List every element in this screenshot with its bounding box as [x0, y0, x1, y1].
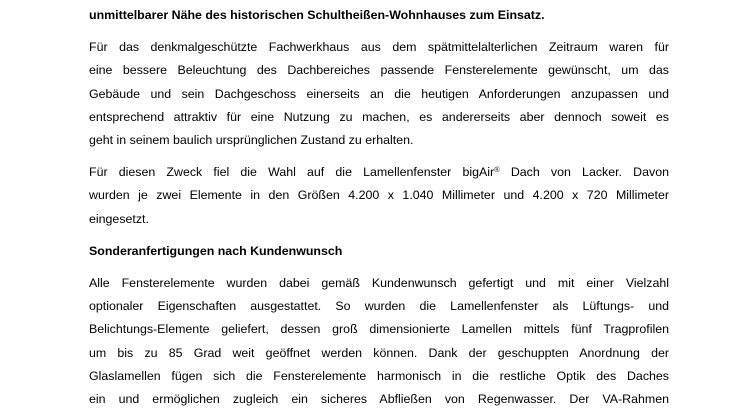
body-paragraph-custom: [89, 272, 669, 411]
text-line: eingesetzt.: [89, 211, 149, 226]
text-line: Für das denkmalgeschützte Fachwerkhaus aus dem spätmittelalterlichen Zeitraum waren für: [89, 40, 669, 55]
text-segment: Dach von Lacker. Davon: [499, 165, 669, 180]
body-paragraph-monument: [89, 36, 669, 152]
document-page: [89, 4, 669, 411]
text-line: um bis zu 85 Grad weit geöffnet werden können. Dank der geschuppten Anordnung der: [89, 345, 669, 360]
text-line: eine bessere Beleuchtung des Dachbereiches passende Fensterelemente gewünscht, um das: [89, 63, 669, 78]
text-line: optionaler Eigenschaften ausgestattet. So wurden die Lamellenfenster als Lüftungs- und: [89, 299, 669, 314]
text-line: Alle Fensterelemente wurden dabei gemäß Kundenwunsch gefertigt und mit einer Vielzahl: [89, 276, 669, 291]
lead-paragraph: unmittelbarer Nähe des historischen Schultheißen-Wohnhauses zum Einsatz.: [89, 8, 545, 22]
text-line: geht in seinem baulich ursprünglichen Zustand zu erhalten.: [89, 133, 414, 148]
section-heading: Sonderanfertigungen nach Kundenwunsch: [89, 243, 343, 258]
registered-mark: ®: [494, 165, 500, 175]
body-paragraph-choice: [89, 161, 669, 231]
text-line: Belichtungs-Elemente geliefert, dessen groß dimensionierte Lamellen mittels fünf Tragprofilen: [89, 322, 669, 337]
text-segment: Für diesen Zweck fiel die Wahl auf die Lamellenfenster bigAir: [89, 165, 495, 180]
text-line: entsprechend attraktiv für eine Nutzung zu machen, es andererseits aber dennoch soweit es: [89, 109, 669, 124]
text-line: Gebäude und sein Dachgeschoss einerseits an die heutigen Anforderungen anzupassen und: [89, 86, 669, 101]
text-line: wurden je zwei Elemente in den Größen 4.200 x 1.040 Millimeter und 4.200 x 720 Millimeter: [89, 188, 669, 203]
text-line: Glaslamellen fügen sich die Fensterelemente harmonisch in die restliche Optik des Daches: [89, 368, 669, 383]
text-line: [89, 161, 669, 184]
text-line: ein und ermöglichen zugleich ein sicheres Abfließen von Regenwasser. Der VA-Rahmen: [89, 392, 669, 407]
